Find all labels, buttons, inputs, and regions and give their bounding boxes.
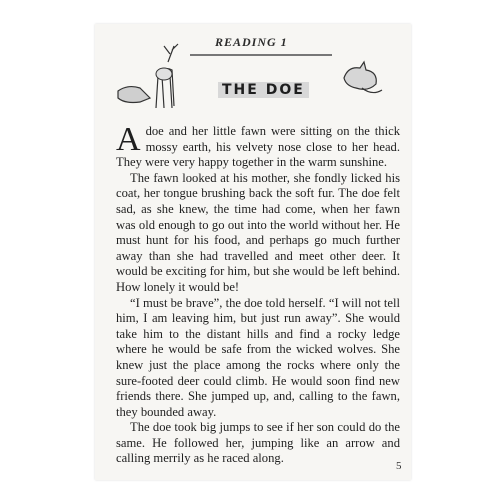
story-text	[116, 121, 400, 467]
paragraph: The fawn looked at his mother, she fondly licked his coat, her tongue brushing back the soft fur. The doe felt sad, as she knew, the time had come, when her fawn was old enough to go out into the world without her. He must hunt for his food, and perhaps go much further away than she had travelled and meet other deer. It would be exciting for him, but she would be left behind. How lonely it would be!	[116, 170, 400, 294]
paragraph: “I must be brave”, the doe told herself. “I will not tell him, I am leaving him, but just run away”. She would take him to the distant hills and find a rocky ledge where he would be safe from the wicked wolves. She knew just the place among the rocks where only the sure-footed deer could climb. He would soon find new friends there. She jumped up, and, calling to the fawn, they bounded away.	[116, 295, 400, 419]
story-title: THE DOE	[218, 82, 309, 98]
paragraph	[116, 121, 400, 171]
page-number: 5	[396, 460, 402, 472]
deer-icon	[110, 36, 190, 116]
paragraph: The doe took big jumps to see if her son could do the same. He followed her, jumping like an arrow and calling merrily as he raced along.	[116, 420, 400, 466]
heading-rule	[190, 54, 332, 56]
fox-icon	[338, 58, 384, 98]
drop-cap: A	[116, 121, 141, 158]
section-heading: READING 1	[215, 35, 288, 49]
paragraph-text: doe and her little fawn were sitting on the thick mossy earth, his velvety nose close to her head. They were very happy together in the warm sunshine.	[116, 124, 400, 170]
